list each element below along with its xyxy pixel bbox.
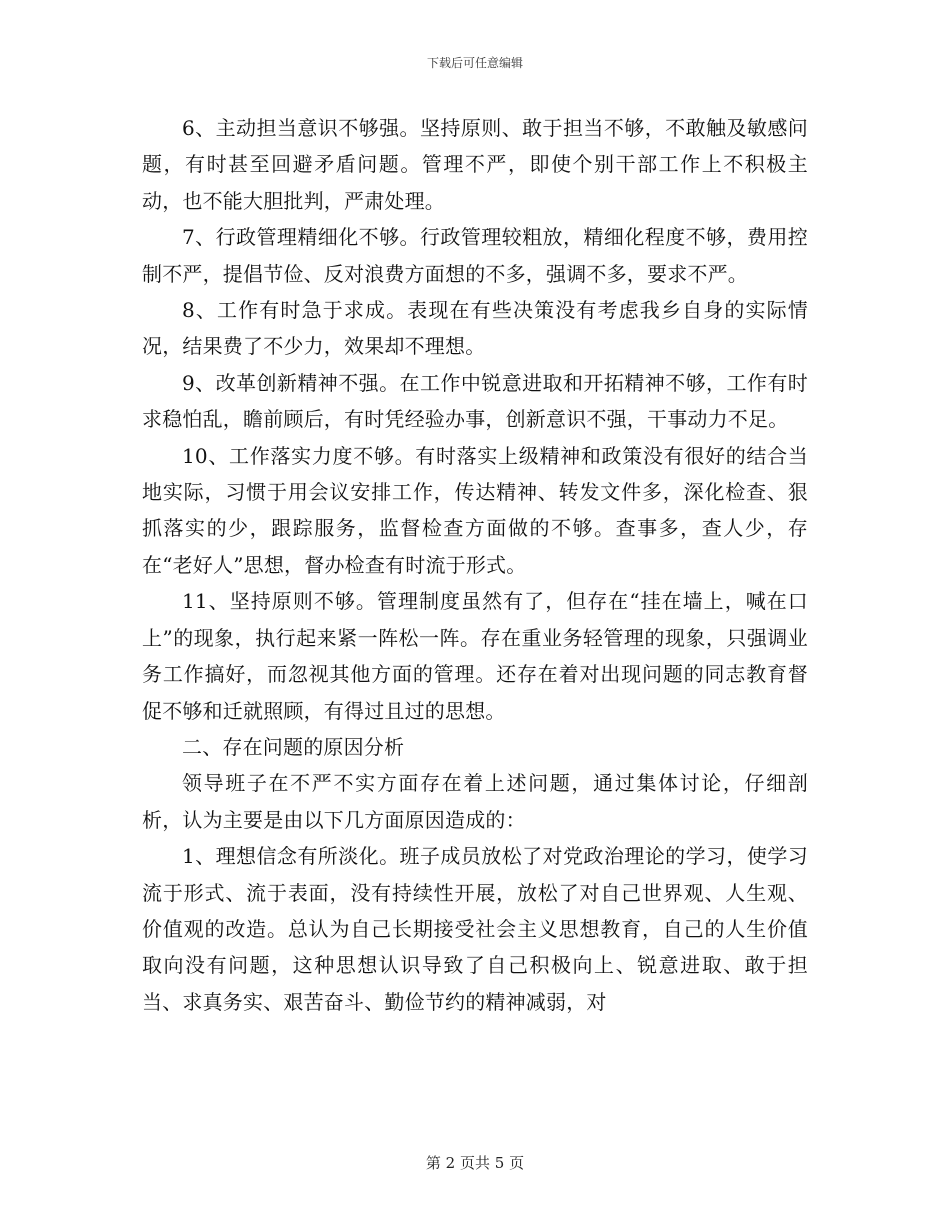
paragraph-item-6: 6、主动担当意识不够强。坚持原则、敢于担当不够，不敢触及敏感问题，有时甚至回避矛盾问题。管理不严，即使个别干部工作上不积极主动，也不能大胆批判，严肃处理。 xyxy=(142,116,808,213)
page-header-note: 下载后可任意编辑 xyxy=(426,56,523,70)
section-heading-cause-analysis: 二、存在问题的原因分析 xyxy=(182,734,405,759)
document-body xyxy=(142,110,808,1020)
paragraph-cause-1: 1、理想信念有所淡化。班子成员放松了对党政治理论的学习，使学习流于形式、流于表面，没有持续性开展，放松了对自己世界观、人生观、价值观的改造。总认为自己长期接受社会主义思想教育，自己的人生价值取向没有问题，这种思想认识导致了自己积极向上、锐意进取、敢于担当、求真务实、艰苦奋斗、勤俭节约的精神减弱，对 xyxy=(142,844,808,1014)
paragraph-intro: 领导班子在不严不实方面存在着上述问题，通过集体讨论，仔细剖析，认为主要是由以下几方面原因造成的： xyxy=(142,771,808,832)
paragraph-item-7: 7、行政管理精细化不够。行政管理较粗放，精细化程度不够，费用控制不严，提倡节俭、反对浪费方面想的不多，强调不多，要求不严。 xyxy=(142,225,808,286)
paragraph-item-10: 10、工作落实力度不够。有时落实上级精神和政策没有很好的结合当地实际，习惯于用会议安排工作，传达精神、转发文件多，深化检查、狠抓落实的少，跟踪服务，监督检查方面做的不够。查事多，查人少，存在“老好人”思想，督办检查有时流于形式。 xyxy=(142,443,808,577)
page-number-footer: 第 2 页共 5 页 xyxy=(425,1154,525,1172)
paragraph-item-9: 9、改革创新精神不强。在工作中锐意进取和开拓精神不够，工作有时求稳怕乱，瞻前顾后，有时凭经验办事，创新意识不强，干事动力不足。 xyxy=(142,370,808,432)
paragraph-item-11: 11、坚持原则不够。管理制度虽然有了，但存在“挂在墙上，喊在口上”的现象，执行起来紧一阵松一阵。存在重业务轻管理的现象，只强调业务工作搞好，而忽视其他方面的管理。还存在着对出现问题的同志教育督促不够和迁就照顾，有得过且过的思想。 xyxy=(142,589,808,723)
paragraph-item-8: 8、工作有时急于求成。表现在有些决策没有考虑我乡自身的实际情况，结果费了不少力，效果却不理想。 xyxy=(142,298,808,359)
